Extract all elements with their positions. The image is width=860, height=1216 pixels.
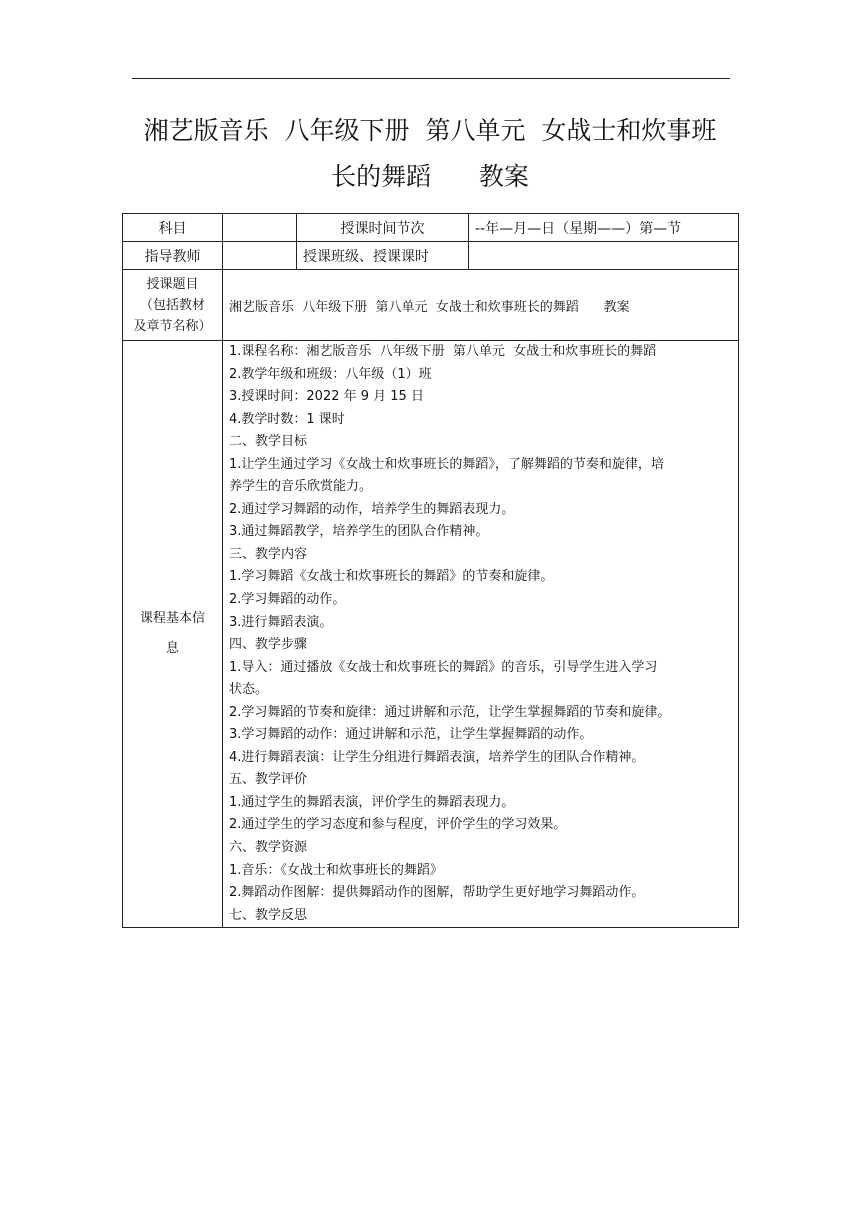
table-row — [123, 242, 739, 270]
subject-value — [223, 214, 297, 242]
section-heading: 四、教学步骤 — [229, 637, 308, 653]
content-line: 2.通过学生的学习态度和参与程度，评价学生的学习效果。 — [229, 817, 567, 833]
document-title — [122, 108, 738, 200]
content-line: 状态。 — [229, 682, 269, 698]
table-row — [123, 214, 739, 242]
section-heading: 三、教学内容 — [229, 546, 308, 562]
content-line: 3.通过舞蹈教学，培养学生的团队合作精神。 — [229, 524, 489, 540]
content-line: 4.教学时数：1 课时 — [229, 411, 345, 427]
section-heading: 七、教学反思 — [229, 907, 308, 923]
class-period-value — [469, 242, 739, 270]
topic-label — [123, 270, 223, 341]
basic-info-label-line: 课程基本信 — [139, 611, 205, 627]
title-line-2: 长的舞蹈 教案 — [331, 162, 529, 191]
subject-label: 科目 — [123, 214, 223, 242]
table-row — [123, 341, 739, 928]
lesson-time-label: 授课时间节次 — [297, 214, 469, 242]
topic-label-line: （包括教材 — [139, 297, 205, 313]
basic-info-label — [123, 341, 223, 928]
teacher-value — [223, 242, 297, 270]
section-heading: 六、教学资源 — [229, 840, 308, 856]
lesson-info-table — [122, 213, 739, 928]
topic-label-line: 授课题目 — [146, 276, 199, 292]
section-heading: 二、教学目标 — [229, 434, 308, 450]
content-line: 2.舞蹈动作图解：提供舞蹈动作的图解，帮助学生更好地学习舞蹈动作。 — [229, 885, 645, 901]
title-line-1: 湘艺版音乐 八年级下册 第八单元 女战士和炊事班 — [143, 116, 717, 145]
content-line: 4.进行舞蹈表演：让学生分组进行舞蹈表演，培养学生的团队合作精神。 — [229, 749, 645, 765]
content-line: 2.学习舞蹈的节奏和旋律：通过讲解和示范，让学生掌握舞蹈的节奏和旋律。 — [229, 704, 671, 720]
teacher-label: 指导教师 — [123, 242, 223, 270]
topic-value: 湘艺版音乐 八年级下册 第八单元 女战士和炊事班长的舞蹈 教案 — [223, 270, 739, 341]
content-line: 3.学习舞蹈的动作：通过讲解和示范，让学生掌握舞蹈的动作。 — [229, 727, 593, 743]
header-rule — [132, 78, 730, 79]
content-line: 养学生的音乐欣赏能力。 — [229, 479, 373, 495]
content-line: 2.通过学习舞蹈的动作，培养学生的舞蹈表现力。 — [229, 501, 515, 517]
content-line: 2.学习舞蹈的动作。 — [229, 592, 346, 608]
topic-label-line: 及章节名称） — [133, 318, 212, 334]
content-line: 1.让学生通过学习《女战士和炊事班长的舞蹈》，了解舞蹈的节奏和旋律，培 — [229, 456, 664, 472]
content-line: 3.授课时间：2022 年 9 月 15 日 — [229, 389, 424, 405]
content-line: 1.课程名称：湘艺版音乐 八年级下册 第八单元 女战士和炊事班长的舞蹈 — [229, 344, 657, 359]
content-line: 2.教学年级和班级：八年级（1）班 — [229, 366, 432, 382]
section-heading: 五、教学评价 — [229, 772, 308, 788]
lesson-time-value: --年—月—日（星期——）第—节 — [469, 214, 739, 242]
table-row — [123, 270, 739, 341]
content-line: 1.学习舞蹈《女战士和炊事班长的舞蹈》的节奏和旋律。 — [229, 569, 554, 585]
content-line: 1.导入：通过播放《女战士和炊事班长的舞蹈》的音乐，引导学生进入学习 — [229, 659, 658, 675]
content-line: 1.音乐：《女战士和炊事班长的舞蹈》 — [229, 862, 443, 878]
content-line: 3.进行舞蹈表演。 — [229, 614, 333, 630]
class-period-label: 授课班级、授课课时 — [297, 242, 469, 270]
basic-info-content — [223, 341, 739, 928]
content-line: 1.通过学生的舞蹈表演，评价学生的舞蹈表现力。 — [229, 794, 515, 810]
basic-info-label-line: 息 — [165, 641, 179, 657]
